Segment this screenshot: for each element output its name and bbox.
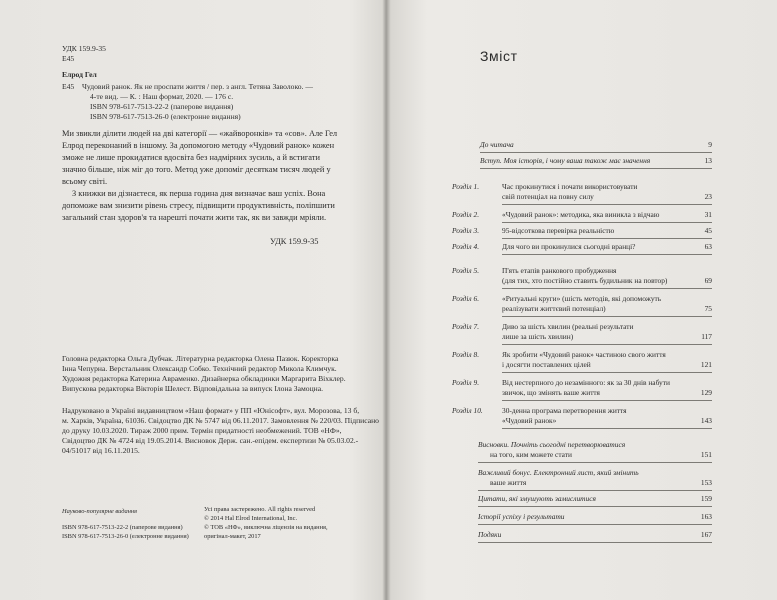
- toc-entry-title: 30-денна програма перетворення життя: [502, 406, 627, 415]
- toc-rule: [502, 316, 712, 317]
- annotation-line: Ми звикли ділити людей на дві категорії — «жайворонків» та «сов». Але Гел: [62, 129, 338, 138]
- toc-entry-title: Подяки: [478, 530, 502, 539]
- annotation-line: значно більше, ніж міг до того. Метод уже допоміг десяткам тисяч людей у: [62, 165, 331, 174]
- toc-entry-title: Для чого ви прокинулися сьогодні вранці?: [502, 242, 636, 251]
- toc-chapter-label: Розділ 2.: [452, 210, 480, 219]
- toc-row: [452, 210, 712, 224]
- toc-entry-title: Диво за шість хвилин (реальні результати: [502, 322, 634, 331]
- toc-entry-title: Важливий бонус. Електронний лист, який змінить: [478, 468, 639, 477]
- toc-row: [452, 406, 712, 430]
- toc-page-number: 63: [704, 242, 712, 251]
- toc-row: [452, 350, 712, 374]
- print-line: Надруковано в Україні видавництвом «Наш формат» у ПП «Юнісофт», вул. Морозова, 13 б,: [62, 406, 360, 415]
- rights-line: © 2014 Hal Elrod International, Inc.: [204, 515, 298, 522]
- toc-row: [452, 242, 712, 256]
- toc-entry-title: 95-відсоткова перевірка реальністю: [502, 226, 615, 235]
- toc-entry-title: «Чудовий ранок»: [502, 416, 557, 425]
- toc-rule: [478, 462, 712, 463]
- toc-entry-title: і досягти поставлених цілей: [502, 360, 591, 369]
- credits-line: Інна Чепурна. Верстальник Олександр Собко. Технічний редактор Микола Климчук.: [62, 364, 337, 373]
- credits-line: Випускова редакторка Вікторія Шелест. Відповідальна за випуск Ілона Замоцна.: [62, 384, 323, 393]
- toc-entry-title: на того, ким можете стати: [490, 450, 572, 459]
- toc-entry-title: (для тих, хто постійно ставить будильник на повтор): [502, 276, 668, 285]
- toc-page-number: 129: [700, 388, 712, 397]
- toc-entry-title: До читача: [480, 140, 514, 149]
- toc-row: [452, 226, 712, 240]
- toc-page-number: 117: [701, 332, 712, 341]
- rights-line: Усі права застережено. All rights reserved: [204, 506, 316, 513]
- toc-rule: [480, 168, 712, 169]
- toc-rule: [502, 222, 712, 223]
- biblio-line: ISBN 978-617-7513-22-2 (паперове видання): [90, 102, 234, 111]
- toc-rule: [478, 524, 712, 525]
- toc-page-number: 143: [700, 416, 712, 425]
- toc-chapter-label: Розділ 6.: [452, 294, 480, 303]
- toc-rule: [478, 506, 712, 507]
- toc-entry-title: реалізувати життєвий потенціал): [502, 304, 606, 313]
- toc-row: [452, 378, 712, 402]
- toc-entry-title: Висновки. Почніть сьогодні перетворюватися: [478, 440, 626, 449]
- toc-chapter-label: Розділ 10.: [452, 406, 483, 415]
- toc-rule: [502, 344, 712, 345]
- toc-title: Зміст: [480, 48, 518, 64]
- udc-code-bottom: УДК 159.9-35: [270, 237, 319, 246]
- toc-rule: [502, 254, 712, 255]
- annotation-line: зможе не лише прокидатися вдосвіта без надмірних зусиль, а й встигати: [62, 153, 320, 162]
- toc-row: [452, 322, 712, 346]
- biblio-code: Е45: [62, 82, 75, 91]
- credits-line: Головна редакторка Ольга Дубчак. Літературна редакторка Олена Пазюк. Коректорка: [62, 354, 339, 363]
- toc-page-number: 69: [704, 276, 712, 285]
- right-page: [392, 0, 777, 600]
- print-line: м. Харків, Україна, 61036. Свідоцтво ДК № 5747 від 06.11.2017. Замовлення № 220/03. Підписано: [62, 416, 379, 425]
- toc-page-number: 151: [700, 450, 712, 459]
- toc-entry-title: Цитати, які змушують замислитися: [478, 494, 596, 503]
- toc-entry-title: «Ритуальні круги» (шість методів, які допоможуть: [502, 294, 662, 303]
- toc-chapter-label: Розділ 7.: [452, 322, 480, 331]
- toc-row: [452, 182, 712, 206]
- rights-line: © ТОВ «НФ», виключна ліцензія на видання,: [204, 524, 328, 531]
- toc-entry-title: Історії успіху і результати: [478, 512, 565, 521]
- toc-row: [452, 294, 712, 318]
- author-mark: Е45: [62, 54, 75, 63]
- annotation-line: Елрод переконаний в іншому. За допомогою методу «Чудовий ранок» кожен: [62, 141, 335, 150]
- toc-page-number: 75: [704, 304, 712, 313]
- toc-entry-title: свій потенціал на повну силу: [502, 192, 594, 201]
- toc-page-number: 163: [700, 512, 712, 521]
- toc-entry-title: Від нестерпного до незамінного: як за 30 днів набути: [502, 378, 670, 387]
- toc-page-number: 13: [704, 156, 712, 165]
- rights-line: оригінал-макет, 2017: [204, 533, 261, 540]
- annotation-line: допоможе вам знизити рівень стресу, підвищити продуктивність, поліпшити: [62, 201, 335, 210]
- toc-rule: [478, 490, 712, 491]
- toc-chapter-label: Розділ 9.: [452, 378, 480, 387]
- annotation-line: З книжки ви дізнаєтеся, як перша година дня визначає ваш успіх. Вона: [72, 189, 326, 198]
- print-line: 04/51017 від 16.11.2015.: [62, 446, 140, 455]
- toc-page-number: 45: [704, 226, 712, 235]
- toc-entry-title: Як зробити «Чудовий ранок» частиною свого життя: [502, 350, 666, 359]
- toc-page-number: 167: [700, 530, 712, 539]
- toc-page-number: 153: [700, 478, 712, 487]
- toc-page-number: 121: [700, 360, 712, 369]
- toc-rule: [502, 204, 712, 205]
- toc-entry-title: ваше життя: [490, 478, 527, 487]
- credits-line: Художня редакторка Катерина Авраменко. Дизайнерка обкладинки Маргарита Віхклер.: [62, 374, 346, 383]
- toc-page-number: 159: [700, 494, 712, 503]
- annotation-line: загальний стан здоров'я та нарешті почати жити так, як ви завжди мріяли.: [62, 213, 327, 222]
- toc-entry-title: Вступ. Моя історія, і чому ваша також має значення: [480, 156, 651, 165]
- toc-page-number: 9: [708, 140, 712, 149]
- toc-rule: [502, 238, 712, 239]
- toc-rule: [480, 152, 712, 153]
- annotation-line: всьому світі.: [62, 177, 108, 186]
- toc-chapter-label: Розділ 3.: [452, 226, 480, 235]
- toc-chapter-label: Розділ 4.: [452, 242, 480, 251]
- udc-code-top: УДК 159.9-35: [62, 44, 106, 53]
- biblio-line: ISBN 978-617-7513-26-0 (електронне видання): [90, 112, 241, 121]
- left-page: [0, 0, 384, 600]
- print-line: Свідоцтво ДК № 4724 від 19.05.2014. Висновок Держ. сан.-епідем. експертизи № 05.03.02.-: [62, 436, 359, 445]
- toc-entry-title: звичок, що змінять ваше життя: [502, 388, 600, 397]
- toc-page-number: 23: [704, 192, 712, 201]
- biblio-line: Чудовий ранок. Як не проспати життя / пер. з англ. Тетяна Заволоко. —: [82, 82, 313, 91]
- toc-rule: [502, 288, 712, 289]
- toc-rule: [478, 542, 712, 543]
- print-line: до друку 10.03.2020. Тираж 2000 прим. Термін придатності необмежений. ТОВ «НФ»,: [62, 426, 342, 435]
- isbn-electronic: ISBN 978-617-7513-26-0 (електронне видання): [62, 533, 189, 540]
- toc-row: [452, 266, 712, 290]
- toc-entry-title: «Чудовий ранок»: методика, яка виникла з відчаю: [502, 210, 660, 219]
- toc-chapter-label: Розділ 1.: [452, 182, 480, 191]
- toc-chapter-label: Розділ 8.: [452, 350, 480, 359]
- toc-page-number: 31: [704, 210, 712, 219]
- toc-entry-title: лише за шість хвилин): [502, 332, 574, 341]
- toc-entry-title: Час прокинутися і почати використовувати: [502, 182, 638, 191]
- isbn-paper: ISBN 978-617-7513-22-2 (паперове видання): [62, 524, 183, 531]
- toc-chapter-label: Розділ 5.: [452, 266, 480, 275]
- biblio-line: 4-те вид. — К. : Наш формат, 2020. — 176 с.: [90, 92, 234, 101]
- genre-label: Науково-популярне видання: [62, 508, 138, 515]
- toc-rule: [502, 372, 712, 373]
- toc-rule: [502, 428, 712, 429]
- toc-rule: [502, 400, 712, 401]
- author-name: Елрод Гел: [62, 70, 97, 79]
- toc-entry-title: П'ять етапів ранкового пробудження: [502, 266, 617, 275]
